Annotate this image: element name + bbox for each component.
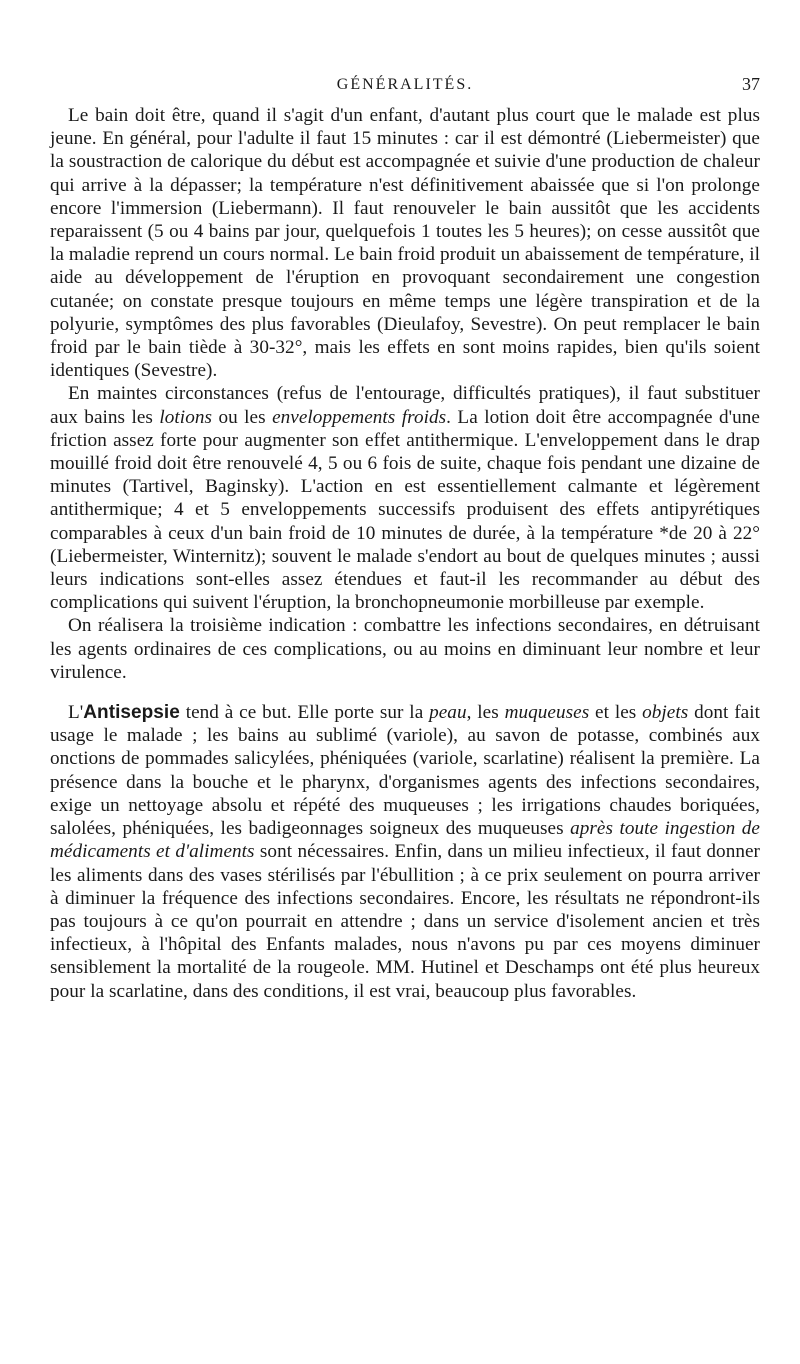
emphasis-enveloppements-froids: enveloppements froids [272, 406, 447, 428]
emphasis-apres-ingestion: après toute ingestion de médicaments et d'aliments [50, 818, 760, 863]
text-run: , les [466, 702, 505, 724]
paragraph-cold-bath [50, 104, 760, 382]
text-run: tend à ce but. Elle porte sur la [179, 702, 430, 724]
running-title: GÉNÉRALITÉS. [336, 76, 474, 93]
emphasis-objets: objets [642, 702, 689, 724]
text-run: ou les [212, 406, 273, 428]
text-run: Le bain doit être, quand il s'agit d'un enfant, d'autant plus court que le malade est plus jeune. En général, pour l'adulte il faut 15 minutes : car il est démontré (Liebermeister) que la soustraction de calorique du début est accompagnée et suivie d'une production de chaleur qui arrive à la dépasser; la température n'est définitivement abaissée que si l'on prolonge encore l'immersion (Liebermann). Il faut renouveler le bain aussitôt que les accidents reparaissent (5 ou 4 bains par jour, quelquefois 1 toutes les 5 heures); on cesse aussitôt que la maladie reprend un cours normal. Le bain froid produit un abaissement de température, il aide au développement de l'éruption en provoquant secondairement une congestion cutanée; on constate presque toujours en même temps une légère transpiration et de la polyurie, symptômes des plus favorables (Dieulafoy, Sevestre). On peut remplacer le bain froid par le bain tiède à 30-32°, mais les effets en sont moins rapides, bien qu'ils soient identiques (Sevestre). [50, 105, 760, 382]
emphasis-lotions: lotions [159, 406, 212, 428]
page-header [50, 72, 760, 98]
text-run: et les [589, 702, 643, 724]
emphasis-muqueuses: muqueuses [504, 702, 590, 724]
page-number: 37 [742, 74, 760, 94]
section-heading-antisepsie: Antisepsie [83, 702, 180, 724]
emphasis-peau: peau [429, 702, 467, 724]
text-run: sont nécessaires. Enfin, dans un milieu infectieux, il faut donner les aliments dans des vases stérilisés par l'ébullition ; à ce prix seulement on pourra arriver à diminuer la fréquence des infections secondaires. Encore, les résultats ne répondront-ils pas toujours à ce qu'on pourrait en attendre ; dans un service d'isolement ancien et très infectieux, à l'hôpital des Enfants malades, nous n'avons pu par ces moyens diminuer sensiblement la mortalité de la rougeole. MM. Hutinel et Deschamps ont été plus heureux pour la scarlatine, dans des conditions, il est vrai, beaucoup plus favorables. [50, 841, 760, 1002]
paragraph-third-indication [50, 614, 760, 684]
book-page [50, 72, 760, 1003]
paragraph-lotions-enveloppements [50, 382, 760, 614]
text-run: . La lotion doit être accompagnée d'une friction assez forte pour augmenter son effet antithermique. L'enveloppement dans le drap mouillé froid doit être renouvelé 4, 5 ou 6 fois de suite, chaque fois pendant une dizaine de minutes (Tartivel, Baginsky). L'action en est essentiellement calmante et légèrement antithermique; 4 et 5 enveloppements successifs produisent des effets antipyrétiques comparables à ceux d'un bain froid de 10 minutes de durée, à la température *de 20 à 22° (Liebermeister, Winternitz); souvent le malade s'endort au bout de quelques minutes ; aussi leurs indications sont-elles assez étendues et faut-il les recommander au début des complications qui suivent l'éruption, la bronchopneumonie morbilleuse par exemple. [50, 406, 760, 614]
text-run: dont fait usage le malade ; les bains au sublimé (variole), au savon de potasse, combinés aux onctions de pommades salicylées, phéniquées (variole, scarlatine) réalisent la première. La présence dans la bouche et le pharynx, d'organismes agents des infections secondaires, exige un nettoyage absolu et répété des muqueuses ; les irrigations chaudes boriquées, salolées, phéniquées, les badigeonnages soigneux des muqueuses [50, 702, 760, 840]
text-run: On réalisera la troisième indication : combattre les infections secondaires, en détruisant les agents ordinaires de ces complications, ou au moins en diminuant leur nombre et leur virulence. [50, 615, 760, 683]
body-text [50, 104, 760, 1003]
text-run: En maintes circonstances (refus de l'entourage, difficultés pratiques), il faut substituer aux bains les [50, 383, 760, 428]
paragraph-antisepsie [50, 701, 760, 1003]
text-run: L' [68, 702, 84, 724]
